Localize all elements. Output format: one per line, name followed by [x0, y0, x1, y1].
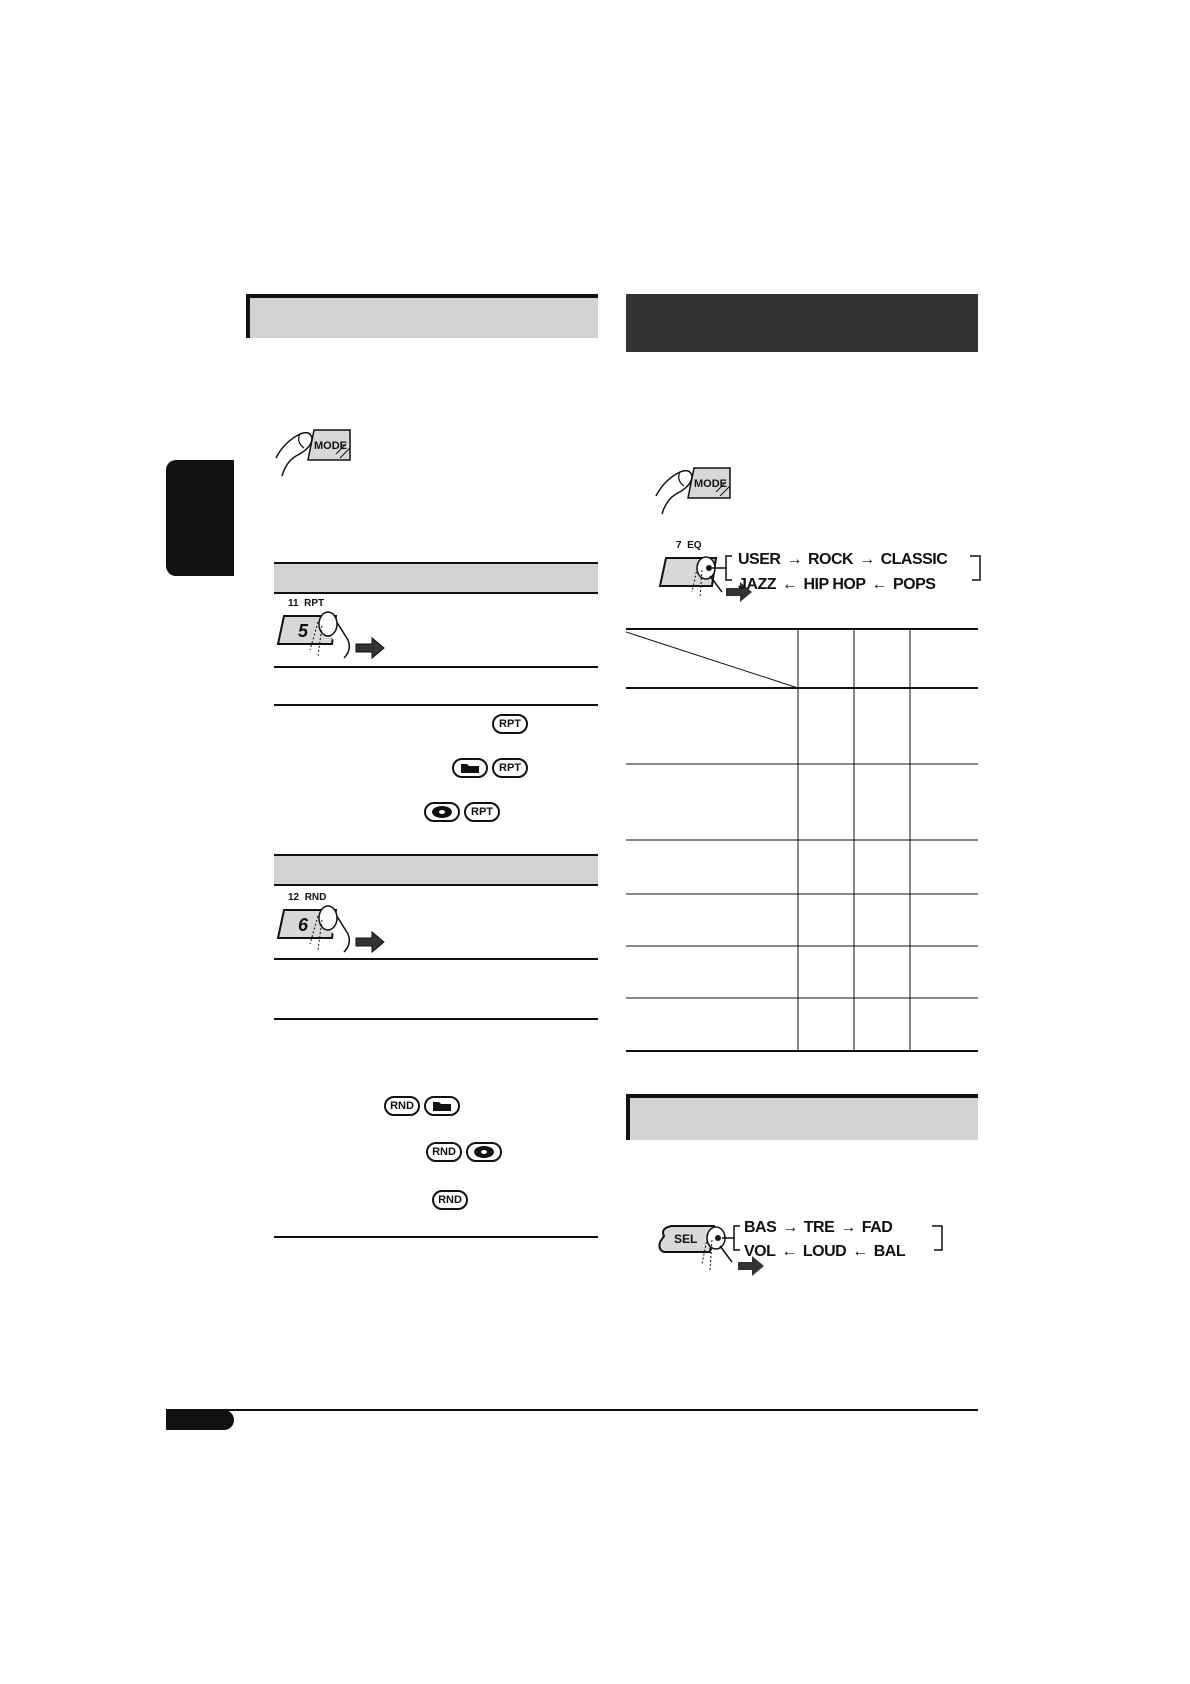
disc-icon: [424, 802, 460, 822]
repeat-button-number: 11: [288, 598, 299, 609]
rnd-indicator-icon: RND: [384, 1096, 420, 1116]
language-side-tab: [166, 460, 234, 576]
divider: [274, 958, 598, 960]
sel-item-fad: FAD: [861, 1219, 893, 1236]
eq-button-number: 7: [676, 540, 682, 551]
arrow-left-icon: ←: [852, 1243, 868, 1260]
random-indicator-2: [426, 1142, 502, 1162]
repeat-indicator-3: [424, 802, 500, 822]
eq-mode-classic: CLASSIC: [880, 551, 948, 568]
eq-mode-jazz: JAZZ: [738, 576, 776, 593]
divider: [274, 1236, 598, 1238]
finger-press-icon: [274, 428, 354, 478]
repeat-indicator-2: [452, 758, 528, 778]
rpt-indicator-icon: RPT: [492, 758, 528, 778]
press-button-6-icon: [274, 904, 394, 958]
eq-button-illustration: [654, 540, 984, 606]
random-button-illustration: [274, 892, 394, 958]
right-section-header: [626, 294, 978, 352]
eq-flow-row-2: [738, 577, 935, 593]
arrow-right-icon: →: [786, 551, 802, 568]
left-section-header: [246, 294, 598, 338]
sel-item-bas: BAS: [744, 1219, 777, 1236]
eq-mode-hiphop: HIP HOP: [803, 576, 866, 593]
repeat-button-face: 5: [298, 621, 308, 641]
random-indicator-1: [384, 1096, 460, 1116]
press-button-5-icon: [274, 610, 394, 664]
rnd-indicator-icon: RND: [426, 1142, 462, 1162]
random-button-face: 6: [298, 915, 308, 935]
folder-icon: [452, 758, 488, 778]
arrow-left-icon: ←: [781, 1243, 797, 1260]
footer-rule: [166, 1409, 978, 1411]
eq-mode-rock: ROCK: [807, 551, 854, 568]
random-button-number: 12: [288, 892, 300, 903]
sel-flow-row-1: [744, 1220, 892, 1236]
repeat-indicator-1: [492, 714, 528, 734]
rnd-indicator-icon: RND: [432, 1190, 468, 1210]
sel-item-vol: VOL: [744, 1243, 776, 1260]
sel-item-bal: BAL: [873, 1243, 906, 1260]
divider: [274, 1018, 598, 1020]
mode-button-illustration: [274, 428, 354, 478]
random-subheader: [274, 854, 598, 886]
arrow-right-icon: →: [859, 551, 875, 568]
repeat-button-illustration: [274, 598, 394, 664]
sel-item-tre: TRE: [803, 1219, 835, 1236]
sound-adjust-header: [626, 1094, 978, 1140]
arrow-left-icon: ←: [871, 576, 887, 593]
rpt-indicator-icon: RPT: [492, 714, 528, 734]
mode-button-illustration: [654, 466, 734, 516]
sel-flow-row-2: [744, 1244, 905, 1260]
rpt-indicator-icon: RPT: [464, 802, 500, 822]
eq-button-function: EQ: [687, 540, 702, 551]
sel-button-illustration: [654, 1220, 954, 1284]
repeat-button-function: RPT: [304, 598, 325, 609]
finger-press-icon: [654, 466, 734, 516]
disc-icon: [466, 1142, 502, 1162]
eq-settings-table: [626, 628, 978, 1052]
eq-mode-user: USER: [738, 551, 781, 568]
mode-button-label: MODE: [694, 478, 727, 490]
arrow-right-icon: →: [840, 1219, 856, 1236]
folder-icon: [424, 1096, 460, 1116]
random-button-function: RND: [304, 892, 327, 903]
eq-flow-row-1: [738, 552, 947, 568]
eq-mode-pops: POPS: [893, 576, 936, 593]
repeat-subheader: [274, 562, 598, 594]
divider: [274, 666, 598, 668]
sel-button-label: SEL: [674, 1232, 698, 1246]
random-indicator-3: [432, 1190, 468, 1210]
sel-item-loud: LOUD: [802, 1243, 847, 1260]
mode-button-label: MODE: [314, 440, 347, 452]
arrow-right-icon: →: [782, 1219, 798, 1236]
page-number-tab: [166, 1410, 234, 1430]
divider: [274, 704, 598, 706]
arrow-left-icon: ←: [782, 576, 798, 593]
